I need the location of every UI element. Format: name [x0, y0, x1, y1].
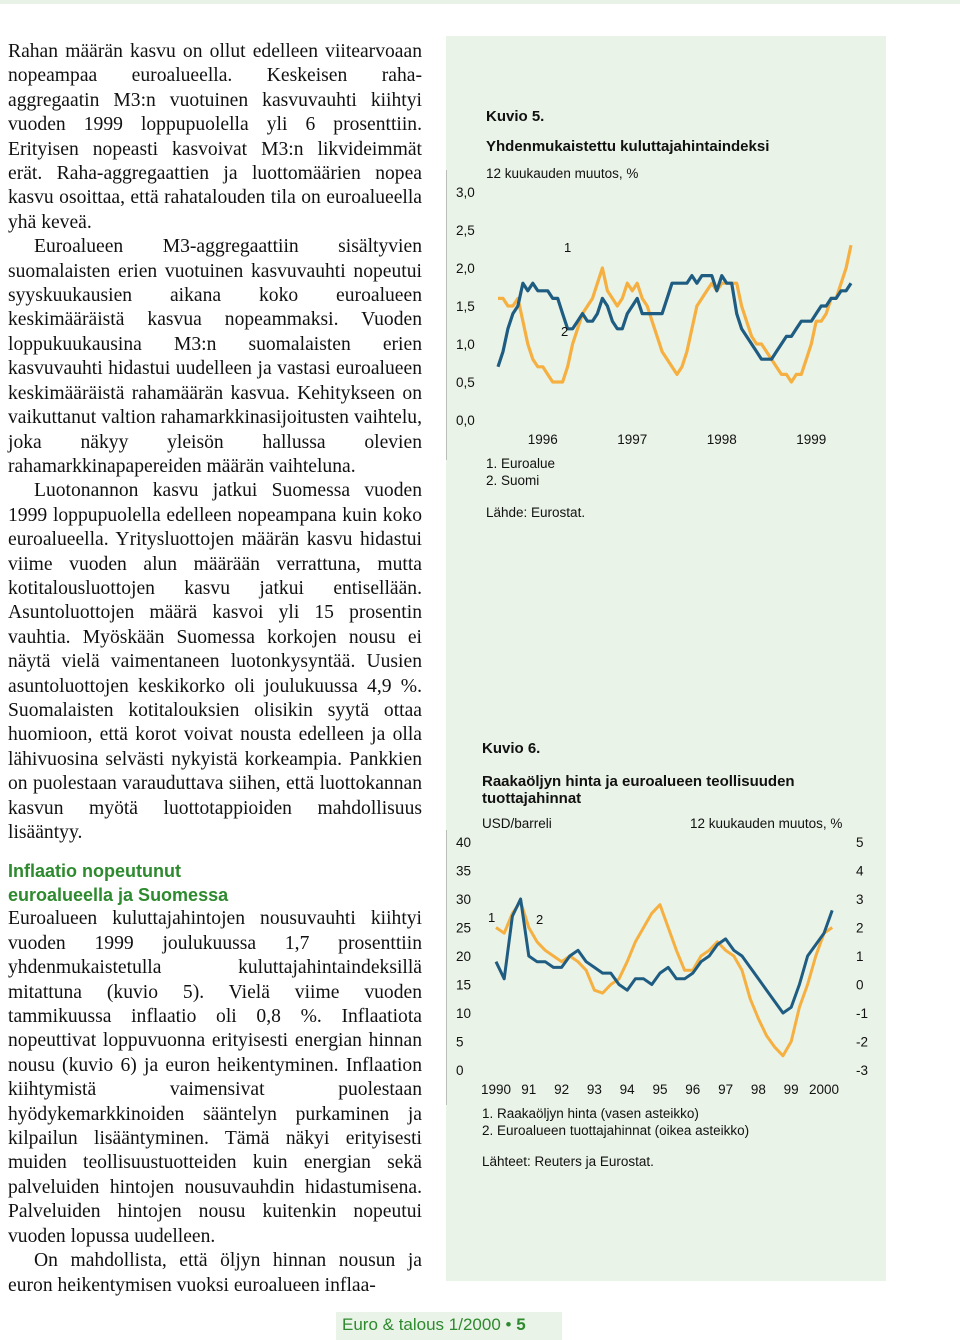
figure5-ytick-label: 2,0 — [456, 261, 475, 276]
figure6-ytick-left-label: 40 — [456, 835, 472, 850]
figure6-x-axis — [481, 1082, 839, 1097]
figure6-ytick-right-label: -3 — [856, 1063, 869, 1078]
figure6-xtick-label: 92 — [554, 1082, 570, 1097]
figure5-xtick-label: 1996 — [527, 432, 558, 447]
figure5-unit: 12 kuukauden muutos, % — [486, 166, 639, 181]
figure6-title — [482, 773, 795, 807]
footer-publication: Euro & talous 1/2000 — [342, 1315, 501, 1334]
paragraph-money-growth: Rahan määrän kasvu on ollut edelleen viitearvoaan nopeampaa euroalueella. Keskeisen raha-aggregaatin M3:n vuotuinen kasvuvauhti kiihtyi vuoden 1999 loppupuolella yli 6 prosenttiin. Erityisen nopeasti kasvoivat M3:n likvideimmät erät. Raha-aggregaattien ja luottomäärien nopea kasvu osoittaa, että rahatalouden tila on euroalueella yhä keveä. — [8, 41, 422, 233]
figure5-series-suomi-line — [498, 245, 851, 382]
figure5-legend-2: 2. Suomi — [486, 473, 540, 488]
heading-line-2: euroalueella ja Suomessa — [8, 885, 229, 906]
figure5-ytick-label: 0,5 — [456, 375, 475, 390]
figure6-ytick-left-label: 15 — [456, 977, 472, 993]
figure5-x-axis — [528, 432, 827, 447]
figure5-xtick-label: 1998 — [706, 432, 737, 447]
figure5-ytick-label: 0,0 — [456, 413, 475, 428]
figure6-xtick-label: 99 — [783, 1082, 799, 1097]
figure6-right-unit: 12 kuukauden muutos, % — [690, 816, 843, 831]
figure6-xtick-label: 96 — [685, 1082, 701, 1097]
figure6-ytick-right-label: 0 — [856, 977, 864, 993]
figure6-ytick-right-label: -2 — [856, 1034, 869, 1050]
figure5-legend — [486, 455, 555, 489]
paragraph-lending: Luotonannon kasvu jatkui Suomessa vuoden 1999 loppupuolella edelleen nopeampana kuin koko euroalueella. Yritysluottojen määrän kasvu hidastui viime vuoden alun määrään verrattuna, mutta kotitalousluottojen kasvu jatkui entisellään. Asuntoluottojen määrä kasvoi yli 15 prosentin vauhtia. Myöskään Suomessa korkojen nousu ei näytä vielä vaimentaneen luotonkysyntää. Uusien asuntoluottojen keskikorko oli joulukuussa 4,9 %. Suomalaisten kotitalouksien olisikin syytä ottaa huomioon, että korot voivat nousta edelleen ja olla lähivuosina selvästi nykyistä korkeampia. Pankkien on puolestaan varauduttava siihen, että luottokannan kasvun myötä luottotappioiden mahdollisuus lisääntyy. — [8, 480, 422, 843]
figure5-xtick-label: 1997 — [617, 432, 648, 447]
figure5-y-axis — [456, 185, 475, 428]
figure5-ytick-label: 3,0 — [456, 185, 475, 200]
figure6-legend-2: 2. Euroalueen tuottajahinnat (oikea asteikko) — [482, 1123, 750, 1138]
figure6-marker-1: 1 — [488, 910, 496, 925]
figure6-chart — [446, 830, 880, 1105]
figure5-label: Kuvio 5. — [486, 108, 545, 125]
figure6-xtick-label: 1990 — [480, 1082, 512, 1097]
figure6-xtick-label: 97 — [718, 1082, 734, 1097]
footer-page-number: 5 — [516, 1315, 526, 1334]
figure6-xtick-label: 94 — [619, 1082, 635, 1097]
figure5-ytick-label: 1,0 — [456, 337, 475, 352]
figure6-label: Kuvio 6. — [482, 740, 541, 757]
figure5-title: Yhdenmukaistettu kuluttajahintaindeksi — [486, 138, 770, 155]
figure5-marker-2: 2 — [561, 324, 569, 339]
figure6-ytick-left-label: 30 — [456, 892, 472, 907]
figure6-xtick-label: 91 — [521, 1082, 537, 1097]
paragraph-inflation: Euroalueen kuluttajahintojen nousuvauhti kiihtyi vuoden 1999 joulukuussa 1,7 prosenttiin yhdenmukaistetulla kuluttajahintaindeksillä mitattuna (kuvio 5). Vielä viime vuoden tammikuussa inflaatio oli 0,8 %. Inflaatiota nopeuttivat loppuvuonna erityisesti energian hinnan nousu (kuvio 6) ja euron heikentyminen. Inflaation kiihtymistä vaimensivat puolestaan hyödykemarkkinoiden sääntelyn purkaminen ja kilpailun lisääntyminen. Tämä näkyi erityisesti muiden teollisuustuotteiden kuin energian sekä palveluiden hintojen nousuvauhdin hidastumisena. Palveluiden hintojen nousu kuitenkin nopeutui vuoden lopussa uudelleen. — [8, 908, 422, 1247]
figure6-title-line-2: tuottajahinnat — [482, 790, 582, 807]
figure6-ytick-right-label: 3 — [856, 892, 864, 907]
figure6-ytick-left-label: 0 — [456, 1063, 464, 1078]
paragraph-oil-euro: On mahdollista, että öljyn hinnan nousun ja euron heikentymisen vuoksi euroalueen inflaa- — [8, 1250, 422, 1296]
figure5-source: Lähde: Eurostat. — [486, 505, 586, 520]
figure6-y-axis-right — [856, 835, 868, 1078]
figure5-chart — [446, 170, 876, 460]
page-footer — [336, 1312, 562, 1340]
figure6-ytick-left-label: 10 — [456, 1006, 472, 1021]
figure6-title-line-1: Raakaöljyn hinta ja euroalueen teollisuuden — [482, 773, 795, 790]
figure6-lines — [496, 899, 832, 1056]
figure6-legend — [482, 1105, 749, 1139]
figure5-series-euroalue-line — [498, 276, 851, 367]
figure6-xtick-label: 95 — [652, 1082, 668, 1097]
section-heading-inflation — [8, 859, 422, 907]
figure6-ytick-left-label: 35 — [456, 863, 472, 879]
figure5-lines — [498, 245, 851, 382]
figure6-ytick-right-label: 4 — [856, 863, 864, 879]
figure5-xtick-label: 1999 — [796, 432, 827, 447]
figure6-xtick-label: 2000 — [808, 1082, 840, 1097]
article-text-column — [8, 40, 422, 1298]
figure6-ytick-left-label: 5 — [456, 1034, 464, 1050]
top-band — [0, 0, 960, 4]
figure6-source: Lähteet: Reuters ja Eurostat. — [482, 1154, 654, 1169]
figure6-ytick-left-label: 25 — [456, 920, 472, 936]
figure5-legend-1: 1. Euroalue — [486, 456, 556, 471]
figure6-left-unit: USD/barreli — [482, 816, 552, 831]
figure6-xtick-label: 98 — [750, 1082, 766, 1097]
footer-bullet: • — [505, 1315, 512, 1334]
figure6-xtick-label: 93 — [586, 1082, 602, 1097]
figure6-ytick-right-label: 5 — [856, 835, 864, 850]
paragraph-finnish-m3: Euroalueen M3-aggregaattiin sisältyvien suomalaisten erien vuotuinen kasvuvauhti nopeutui syyskuukausien aikana koko euroalueen keskimääräistä kasvua nopeammaksi. Vuoden loppukuukausina M3:n suomalaisten erien kasvuvauhti hidastui uudelleen ja vastasi euroalueen keskimääräistä rahamäärän kasvua. Kehitykseen on vaikuttanut valtion rahamarkkinasijoitusten vaihtelu, joka näkyy yleisön hallussa olevien rahamarkkinapapereiden määrän vaihteluna. — [8, 236, 422, 477]
figure5-ytick-label: 1,5 — [456, 299, 475, 314]
figure5-ytick-label: 2,5 — [456, 223, 475, 238]
figure6-ytick-right-label: 2 — [856, 920, 864, 936]
figure6-marker-2: 2 — [536, 912, 544, 927]
figure6-ytick-right-label: -1 — [856, 1006, 869, 1021]
figure6-y-axis-left — [456, 835, 471, 1078]
figure6-legend-1: 1. Raakaöljyn hinta (vasen asteikko) — [482, 1106, 699, 1121]
heading-line-1: Inflaatio nopeutunut — [8, 861, 181, 882]
figure6-series-ppi-line — [496, 902, 832, 1056]
figure6-ytick-right-label: 1 — [856, 949, 864, 964]
figure6-ytick-left-label: 20 — [456, 949, 472, 964]
figure5-marker-1: 1 — [564, 240, 572, 255]
